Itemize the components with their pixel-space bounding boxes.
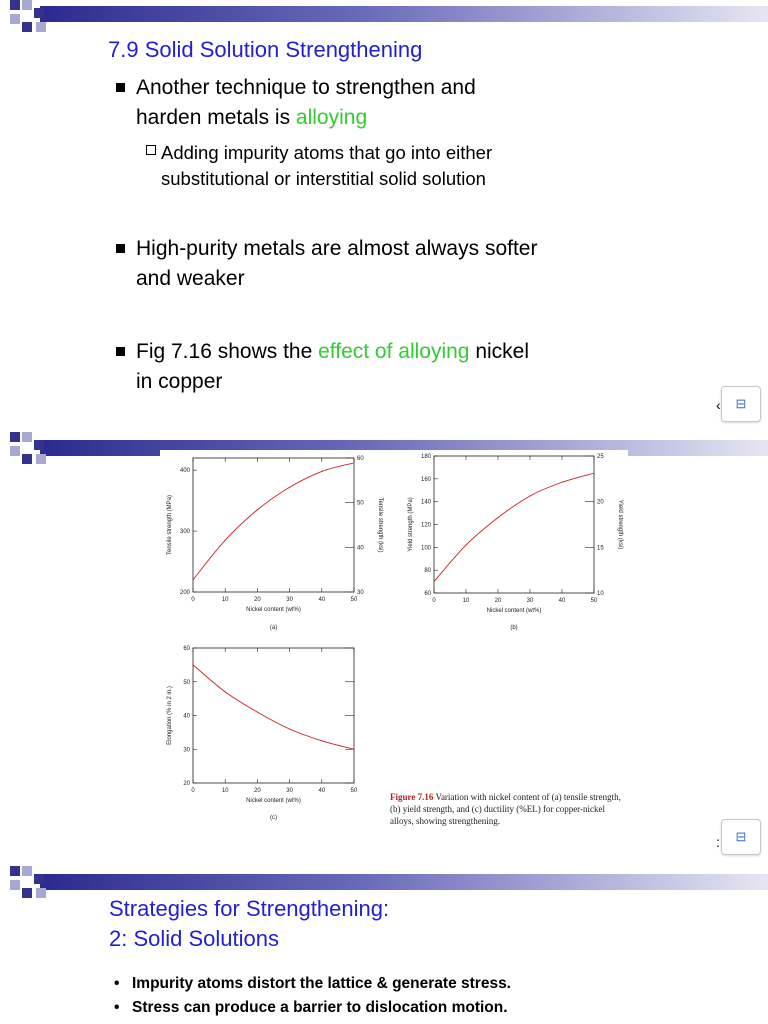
y2-axis-label: Tensile strength (ksi) <box>377 497 383 553</box>
panel-label: (c) <box>270 815 277 821</box>
slide-1 <box>0 0 768 425</box>
x-tick-label: 20 <box>494 598 502 604</box>
data-point <box>353 462 354 463</box>
data-point <box>289 728 290 729</box>
y-tick-label: 140 <box>420 499 431 506</box>
y2-tick-label: 25 <box>597 454 604 460</box>
figure-caption <box>390 791 630 827</box>
x-axis-label: Nickel content (wt%) <box>486 608 542 614</box>
bullet-marker <box>116 244 125 253</box>
bullet-text: Fig 7.16 shows the effect of alloying nickel <box>136 340 530 363</box>
x-tick-label: 40 <box>318 597 326 603</box>
data-curve <box>193 463 354 580</box>
x-tick-label: 10 <box>462 598 470 604</box>
data-point <box>225 691 226 692</box>
x-tick-label: 50 <box>350 788 358 794</box>
page-mark: ‹ <box>716 397 721 413</box>
figure-7-16 <box>160 450 628 840</box>
highlight-alloying: alloying <box>295 106 368 129</box>
x-tick-label: 0 <box>432 598 436 604</box>
bullet-marker <box>116 83 125 92</box>
x-tick-label: 10 <box>221 788 229 794</box>
title-line-2: 2: Solid Solutions <box>109 926 279 951</box>
slide-nav-button[interactable] <box>721 386 761 422</box>
caption-label: Figure 7.16 <box>390 792 434 802</box>
sub-bullet-text-2: substitutional or interstitial solid solution <box>161 168 486 189</box>
x-axis-label: Nickel content (wt%) <box>246 798 301 804</box>
chart-panel-0 <box>192 458 354 592</box>
y-tick-label: 400 <box>179 468 190 475</box>
data-point <box>433 581 434 582</box>
y2-tick-label: 40 <box>357 545 364 552</box>
bullet-text-2: harden metals is alloying <box>136 106 368 129</box>
data-point <box>561 482 562 483</box>
data-curve <box>434 473 594 581</box>
y-tick-label: 30 <box>183 747 190 754</box>
title-line-1: Strategies for Strengthening: <box>109 896 390 921</box>
x-tick-label: 50 <box>350 597 358 603</box>
figure-svg <box>160 450 628 840</box>
strategy-bullets <box>114 972 511 1020</box>
sub-bullet-impurity <box>161 140 492 192</box>
y2-tick-label: 30 <box>357 590 364 596</box>
y-tick-label: 300 <box>179 529 190 536</box>
x-tick-label: 40 <box>558 598 566 604</box>
x-tick-label: 30 <box>286 597 293 603</box>
x-tick-label: 10 <box>221 597 229 603</box>
panel-label: (b) <box>510 625 518 631</box>
caption-text: Variation with nickel content of (a) tensile strength, (b) yield strength, and (c) ductility (%EL) for copper-nickel alloys, showing strengthening. <box>390 792 621 826</box>
bullet-text-2: in copper <box>136 370 223 393</box>
slide-title: 7.9 Solid Solution Strengthening <box>108 37 423 62</box>
y2-axis-label: Yield strength (ksi) <box>617 499 623 550</box>
data-point <box>192 579 193 580</box>
bullet-fig-reference <box>136 337 529 397</box>
plot-frame <box>434 456 594 593</box>
x-tick-label: 30 <box>526 598 534 604</box>
slide-header-decoration <box>0 0 768 40</box>
y-tick-label: 50 <box>183 679 190 686</box>
bullet-text: Another technique to strengthen and <box>136 76 476 99</box>
data-point <box>321 740 322 741</box>
y-tick-label: 60 <box>424 591 431 597</box>
y-tick-label: 80 <box>424 568 431 575</box>
y2-tick-label: 10 <box>597 591 604 597</box>
data-point <box>321 471 322 472</box>
y2-tick-label: 15 <box>597 545 604 552</box>
x-tick-label: 20 <box>254 597 261 603</box>
plot-frame <box>193 648 354 783</box>
y-tick-label: 180 <box>420 454 431 460</box>
y-tick-label: 60 <box>183 646 190 652</box>
x-tick-label: 20 <box>254 788 261 794</box>
list-item: • Stress can produce a barrier to dislocation motion. <box>114 996 511 1020</box>
sub-bullet-marker <box>146 145 156 155</box>
panel-label: (a) <box>269 625 278 631</box>
y-tick-label: 200 <box>179 590 190 596</box>
x-tick-label: 30 <box>286 788 293 794</box>
list-item: • Impurity atoms distort the lattice & generate stress. <box>114 972 511 996</box>
y2-tick-label: 20 <box>597 499 604 506</box>
data-point <box>353 749 354 750</box>
data-point <box>192 664 193 665</box>
y-tick-label: 20 <box>183 781 190 787</box>
x-tick-label: 40 <box>318 788 326 794</box>
slide-title <box>109 894 389 954</box>
x-tick-label: 0 <box>191 597 195 603</box>
y2-tick-label: 60 <box>357 456 364 462</box>
bullet-marker <box>116 347 125 356</box>
bullet-high-purity <box>136 234 537 294</box>
y-tick-label: 120 <box>420 522 431 529</box>
y-tick-label: 100 <box>420 545 431 552</box>
data-point <box>225 540 226 541</box>
bullet-text: High-purity metals are almost always softer <box>136 237 538 260</box>
grid-icon: ⊟ <box>735 829 747 844</box>
y2-tick-label: 50 <box>357 500 364 507</box>
bullet-alloying <box>136 73 476 133</box>
x-axis-label: Nickel content (wt%) <box>246 607 301 613</box>
data-point <box>465 544 466 545</box>
page-mark: : <box>716 834 720 850</box>
data-point <box>257 509 258 510</box>
highlight-effect-of-alloying: effect of alloying <box>318 340 470 363</box>
data-point <box>529 495 530 496</box>
y-axis-label: Yield strength (MPa) <box>408 497 414 552</box>
x-tick-label: 50 <box>590 598 598 604</box>
x-tick-label: 0 <box>191 788 195 794</box>
chart-panel-2 <box>192 648 354 783</box>
data-point <box>593 473 594 474</box>
data-point <box>257 712 258 713</box>
plot-frame <box>193 458 354 592</box>
y-axis-label: Tensile strength (MPa) <box>167 494 173 556</box>
data-point <box>289 487 290 488</box>
data-curve <box>193 665 354 749</box>
y-tick-label: 160 <box>420 476 431 483</box>
chart-panel-1 <box>433 456 594 593</box>
sub-bullet-text: Adding impurity atoms that go into either <box>161 142 493 163</box>
grid-icon: ⊟ <box>735 396 747 411</box>
bullet-text-2: and weaker <box>136 267 245 290</box>
data-point <box>497 517 498 518</box>
y-axis-label: Elongation (% in 2 in.) <box>167 686 173 745</box>
slide-nav-button[interactable] <box>721 819 761 855</box>
y-tick-label: 40 <box>183 713 190 720</box>
